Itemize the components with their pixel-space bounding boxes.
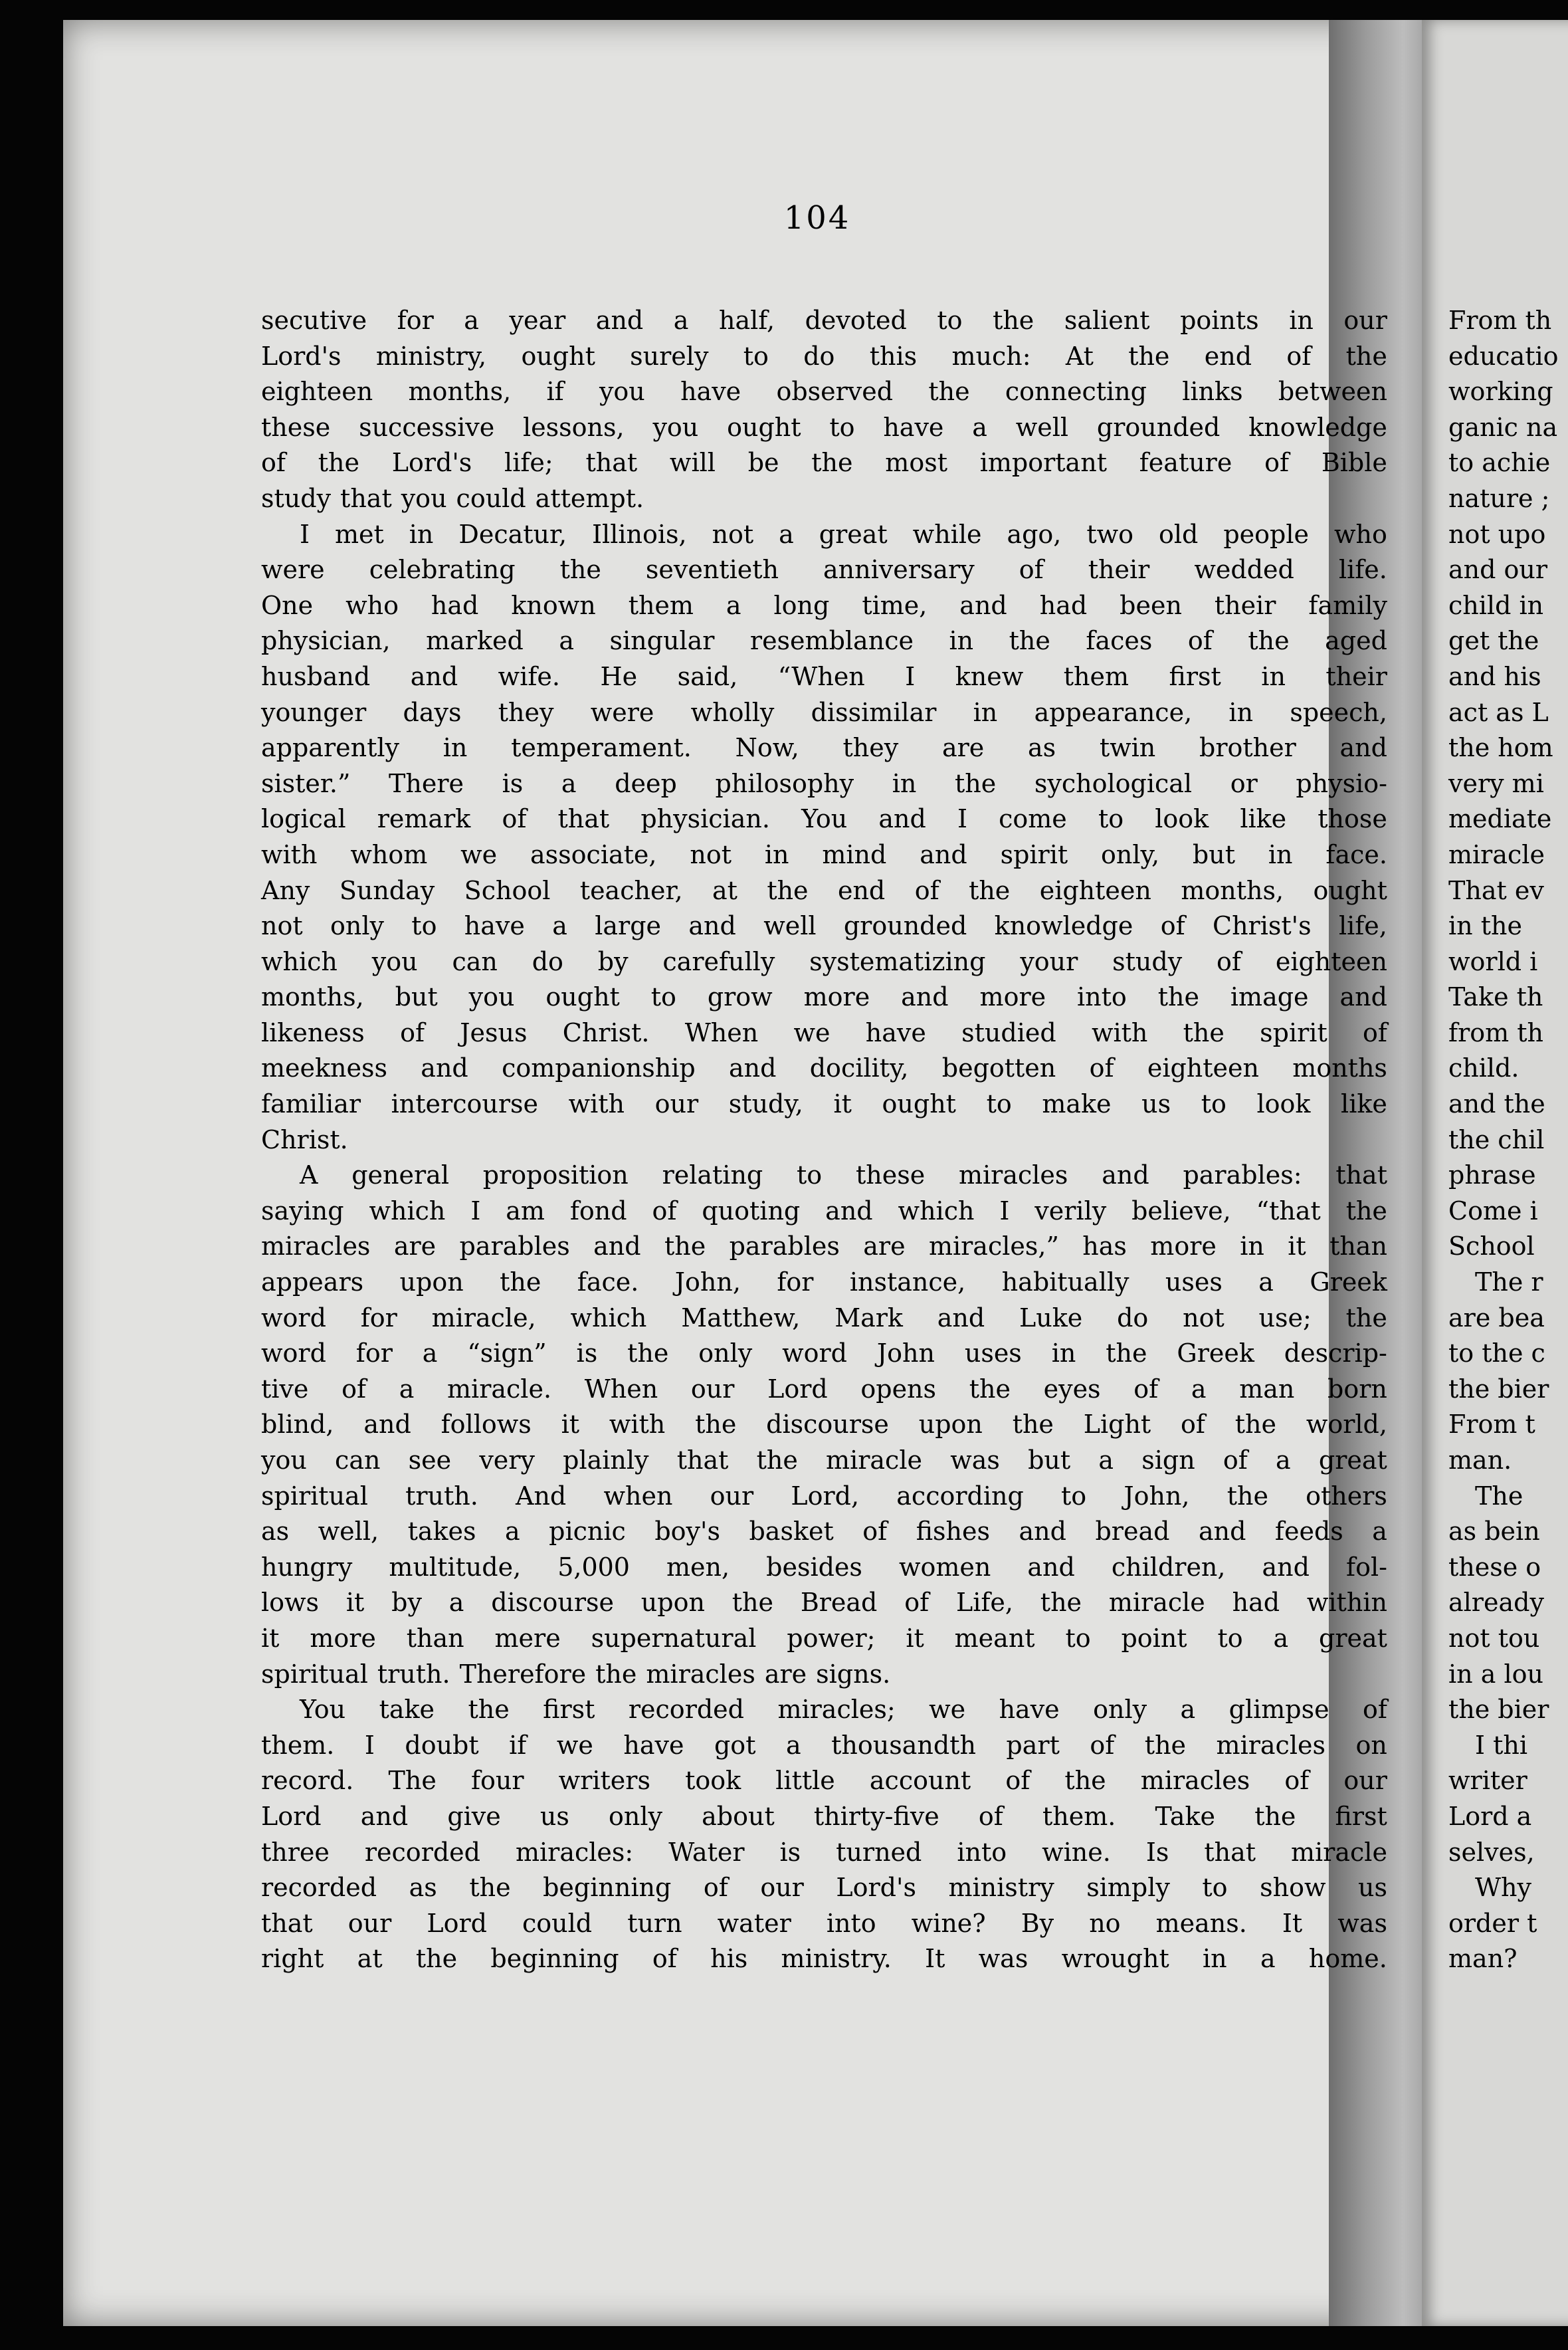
text-line: hungry multitude, 5,000 men, besides women and children, and fol- (261, 1552, 1387, 1582)
text-line: recorded as the beginning of our Lord's ministry simply to show us (261, 1873, 1387, 1903)
text-line: that our Lord could turn water into wine? By no means. It was (261, 1908, 1387, 1938)
text-line: word for a “sign” is the only word John uses in the Greek descrip- (261, 1338, 1387, 1368)
text-line: not upo (1448, 519, 1546, 549)
text-line: to the c (1448, 1338, 1545, 1368)
text-line: the bier (1448, 1374, 1549, 1404)
text-line: man. (1448, 1445, 1512, 1475)
text-line: right at the beginning of his ministry. It was wrought in a home. (261, 1944, 1387, 1974)
text-line: months, but you ought to grow more and more into the image and (261, 982, 1387, 1012)
text-line: record. The four writers took little account of the miracles of our (261, 1766, 1387, 1796)
text-line: apparently in temperament. Now, they are as twin brother and (261, 733, 1387, 763)
text-line: tive of a miracle. When our Lord opens the eyes of a man born (261, 1374, 1387, 1404)
text-line: physician, marked a singular resemblance in the faces of the aged (261, 626, 1387, 656)
text-line: in a lou (1448, 1659, 1543, 1689)
text-line: saying which I am fond of quoting and which I verily believe, “that the (261, 1196, 1387, 1226)
text-line: man? (1448, 1944, 1518, 1974)
text-line: The r (1475, 1267, 1543, 1297)
text-line: the hom (1448, 733, 1553, 763)
text-line: and the (1448, 1089, 1545, 1119)
text-line: sister.” There is a deep philosophy in the sychological or physio- (261, 768, 1387, 798)
text-line: them. I doubt if we have got a thousandth part of the miracles on (261, 1730, 1387, 1760)
text-line: From th (1448, 306, 1552, 335)
text-line: educatio (1448, 341, 1559, 371)
text-line: I met in Decatur, Illinois, not a great while ago, two old people who (300, 519, 1387, 549)
text-line: as well, takes a picnic boy's basket of fishes and bread and feeds a (261, 1517, 1387, 1547)
text-line: husband and wife. He said, “When I knew them first in their (261, 661, 1387, 691)
text-line: From t (1448, 1410, 1535, 1440)
text-line: The (1475, 1481, 1523, 1511)
text-line: were celebrating the seventieth anniversary of their wedded life. (261, 555, 1387, 585)
text-line: selves, (1448, 1837, 1535, 1867)
text-line: of the Lord's life; that will be the most important feature of Bible (261, 448, 1387, 478)
text-line: these o (1448, 1552, 1541, 1582)
text-line: the bier (1448, 1695, 1549, 1725)
text-line: three recorded miracles: Water is turned into wine. Is that miracle (261, 1837, 1387, 1867)
text-line: word for miracle, which Matthew, Mark and Luke do not use; the (261, 1303, 1387, 1333)
text-line: Lord a (1448, 1801, 1532, 1831)
text-line: younger days they were wholly dissimilar in appearance, in speech, (261, 697, 1387, 727)
main-text-column (261, 303, 1387, 1977)
text-line: logical remark of that physician. You and I come to look like those (261, 804, 1387, 834)
text-line: secutive for a year and a half, devoted to the salient points in our (261, 306, 1387, 335)
right-page-text-fragment (1448, 303, 1568, 1977)
text-line: lows it by a discourse upon the Bread of Life, the miracle had within (261, 1588, 1387, 1618)
text-line: to achie (1448, 448, 1551, 478)
text-line: One who had known them a long time, and had been their family (261, 590, 1387, 620)
text-line: miracles are parables and the parables are miracles,” has more in it than (261, 1231, 1387, 1261)
text-line: A general proposition relating to these miracles and parables: that (300, 1160, 1387, 1190)
text-line: ganic na (1448, 412, 1558, 442)
text-line: you can see very plainly that the miracle was but a sign of a great (261, 1445, 1387, 1475)
text-line: blind, and follows it with the discourse upon the Light of the world, (261, 1410, 1387, 1440)
text-line: not tou (1448, 1623, 1540, 1653)
text-line: from th (1448, 1017, 1543, 1047)
text-line: Lord and give us only about thirty-five of them. Take the first (261, 1801, 1387, 1831)
text-line: child. (1448, 1053, 1519, 1083)
text-line: Why (1475, 1873, 1531, 1903)
text-line: nature ; (1448, 483, 1550, 513)
text-line: working (1448, 377, 1553, 407)
text-line: eighteen months, if you have observed the connecting links between (261, 377, 1387, 407)
text-line: likeness of Jesus Christ. When we have studied with the spirit of (261, 1017, 1387, 1047)
text-line: act as L (1448, 697, 1549, 727)
text-line: very mi (1448, 768, 1544, 798)
text-line: I thi (1475, 1730, 1527, 1760)
text-line: You take the first recorded miracles; we have only a glimpse of (300, 1695, 1387, 1725)
text-line: miracle (1448, 839, 1545, 869)
text-line: spiritual truth. And when our Lord, according to John, the others (261, 1481, 1387, 1511)
text-line: world i (1448, 946, 1538, 976)
text-line: already (1448, 1588, 1544, 1618)
text-line: Any Sunday School teacher, at the end of the eighteen months, ought (261, 875, 1387, 905)
text-line: not only to have a large and well grounded knowledge of Christ's life, (261, 911, 1387, 941)
text-line: Christ. (261, 1124, 348, 1154)
text-line: study that you could attempt. (261, 483, 644, 513)
text-line: child in (1448, 590, 1544, 620)
text-line: phrase (1448, 1160, 1536, 1190)
text-line: writer (1448, 1766, 1527, 1796)
text-line: Lord's ministry, ought surely to do this much: At the end of the (261, 341, 1387, 371)
text-line: Come i (1448, 1196, 1538, 1226)
text-line: appears upon the face. John, for instance, habitually uses a Greek (261, 1267, 1387, 1297)
text-line: Take th (1448, 982, 1543, 1012)
text-line: are bea (1448, 1303, 1545, 1333)
text-line: meekness and companionship and docility, begotten of eighteen months (261, 1053, 1387, 1083)
text-line: it more than mere supernatural power; it meant to point to a great (261, 1623, 1387, 1653)
text-line: with whom we associate, not in mind and spirit only, but in face. (261, 839, 1387, 869)
text-line: mediate (1448, 804, 1552, 834)
text-line: and our (1448, 555, 1548, 585)
text-line: familiar intercourse with our study, it ought to make us to look like (261, 1089, 1387, 1119)
text-line: the chil (1448, 1124, 1545, 1154)
text-line: get the (1448, 626, 1539, 656)
text-line: School (1448, 1231, 1535, 1261)
text-line: in the (1448, 911, 1522, 941)
text-line: order t (1448, 1908, 1537, 1938)
text-line: as bein (1448, 1517, 1540, 1547)
text-line: spiritual truth. Therefore the miracles are signs. (261, 1659, 891, 1689)
text-line: and his (1448, 661, 1541, 691)
text-line: which you can do by carefully systematizing your study of eighteen (261, 946, 1387, 976)
text-line: That ev (1448, 875, 1544, 905)
text-line: these successive lessons, you ought to have a well grounded knowledge (261, 412, 1387, 442)
page-number: 104 (783, 199, 851, 237)
